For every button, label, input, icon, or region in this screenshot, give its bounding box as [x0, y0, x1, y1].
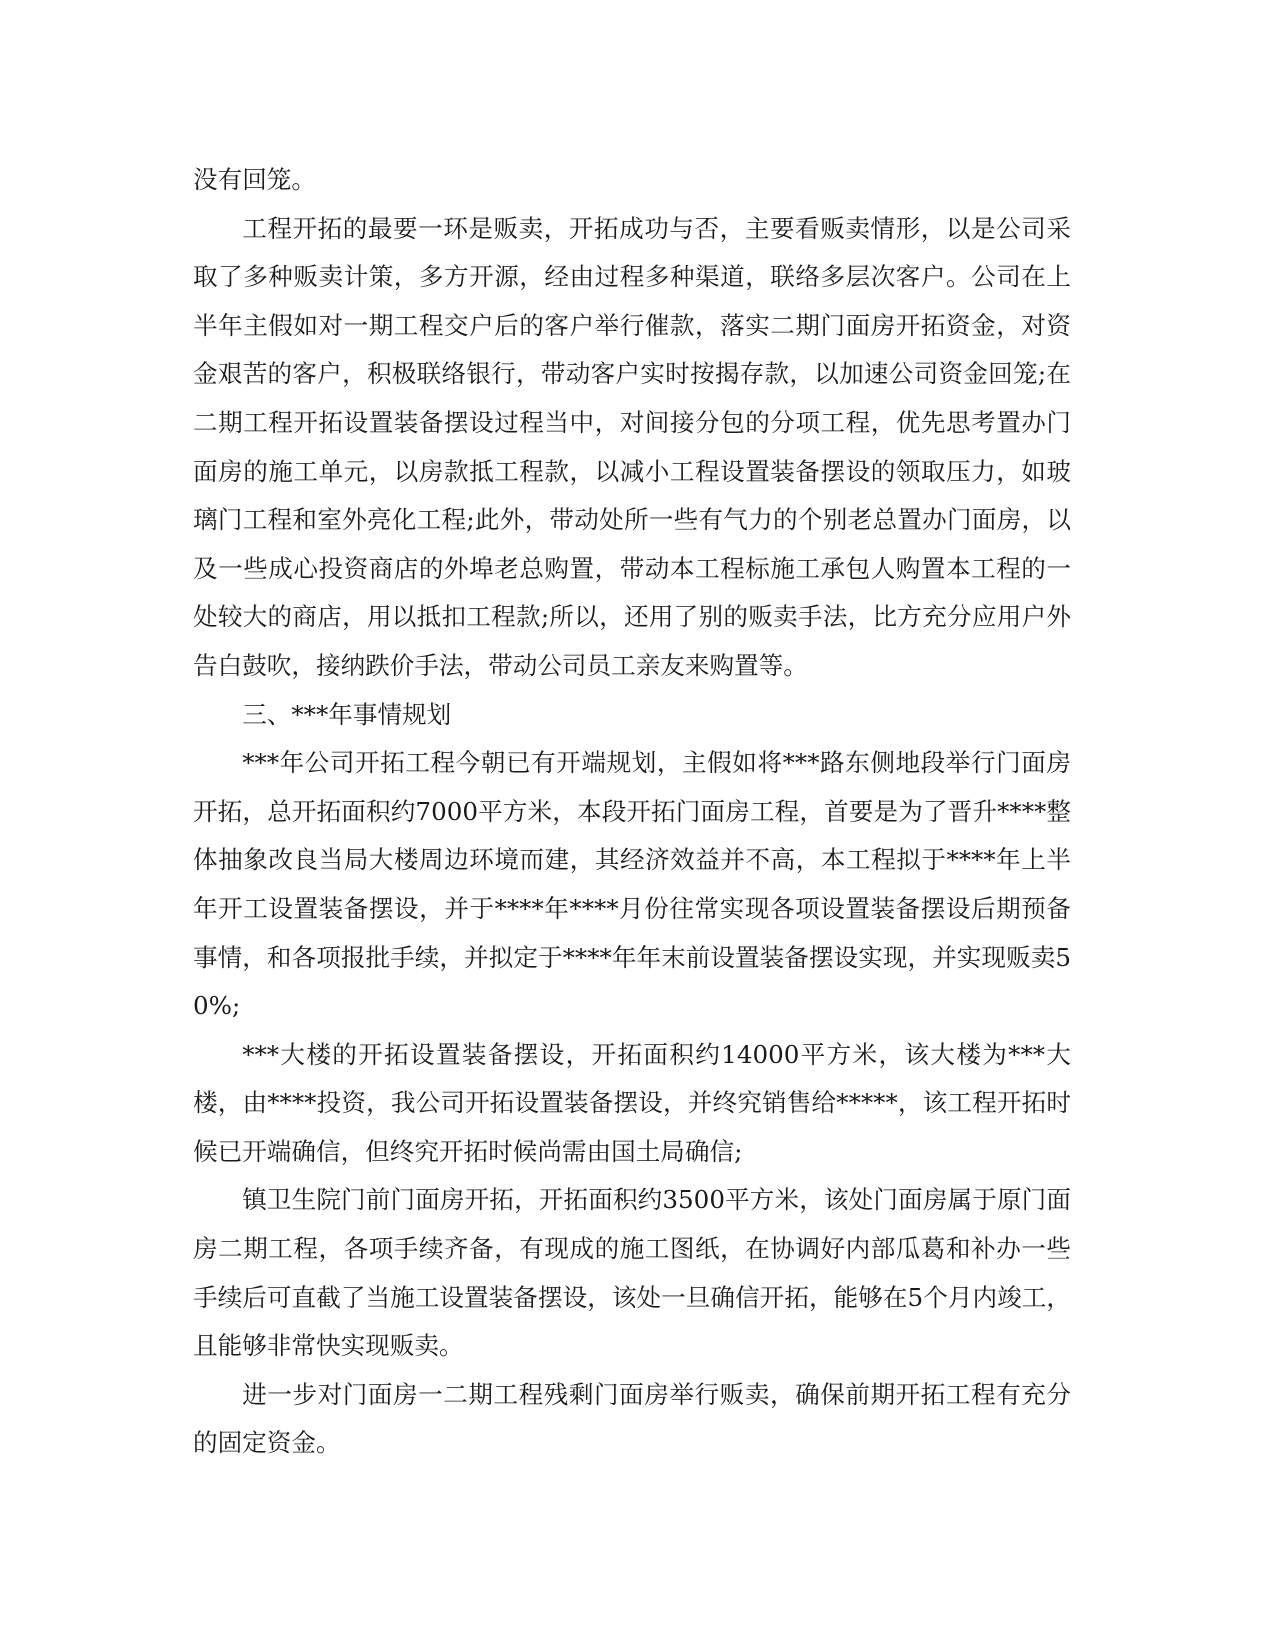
paragraph-sales-strategy: 工程开拓的最要一环是贩卖，开拓成功与否，主要看贩卖情形，以是公司采取了多种贩卖计策，多方开源，经由过程多种渠道，联络多层次客户。公司在上半年主假如对一期工程交户后的客户举行催款，落实二期门面房开拓资金，对资金艰苦的客户，积极联络银行，带动客户实时按揭存款，以加速公司资金回笼;在二期工程开拓设置装备摆设过程当中，对间接分包的分项工程，优先思考置办门面房的施工单元，以房款抵工程款，以减小工程设置装备摆设的领取压力，如玻璃门工程和室外亮化工程;此外，带动处所一些有气力的个别老总置办门面房，以及一些成心投资商店的外埠老总购置，带动本工程标施工承包人购置本工程的一处较大的商店，用以抵扣工程款;所以，还用了别的贩卖手法，比方充分应用户外告白鼓吹，接纳跌价手法，带动公司员工亲友来购置等。 — [193, 213, 1071, 680]
paragraph-remaining-sales: 进一步对门面房一二期工程残剩门面房举行贩卖，确保前期开拓工程有充分的固定资金。 — [193, 1379, 1071, 1458]
paragraph-building-development: ***大楼的开拓设置装备摆设，开拓面积约14000平方米，该大楼为***大楼，由****投资，我公司开拓设置装备摆设，并终究销售给*****，该工程开拓时候已开端确信，但终究开拓时候尚需由国土局确信; — [193, 1039, 1071, 1166]
paragraph-continuation: 没有回笼。 — [193, 165, 316, 194]
paragraph-hospital-storefront: 镇卫生院门前门面房开拓，开拓面积约3500平方米，该处门面房属于原门面房二期工程，各项手续齐备，有现成的施工图纸，在协调好内部瓜葛和补办一些手续后可直截了当施工设置装备摆设，该处一旦确信开拓，能够在5个月内竣工，且能够非常快实现贩卖。 — [193, 1185, 1071, 1361]
document-body — [193, 156, 1071, 1468]
section-heading-work-plan: 三、***年事情规划 — [242, 699, 452, 729]
paragraph-storefront-development: ***年公司开拓工程今朝已有开端规划，主假如将***路东侧地段举行门面房开拓，总开拓面积约7000平方米，本段开拓门面房工程，首要是为了晋升****整体抽象改良当局大楼周边环境而建，其经济效益并不高，本工程拟于****年上半年开工设置装备摆设，并于****年****月份往常实现各项设置装备摆设后期预备事情，和各项报批手续，并拟定于****年年末前设置装备摆设实现，并实现贩卖50%; — [193, 748, 1071, 1021]
